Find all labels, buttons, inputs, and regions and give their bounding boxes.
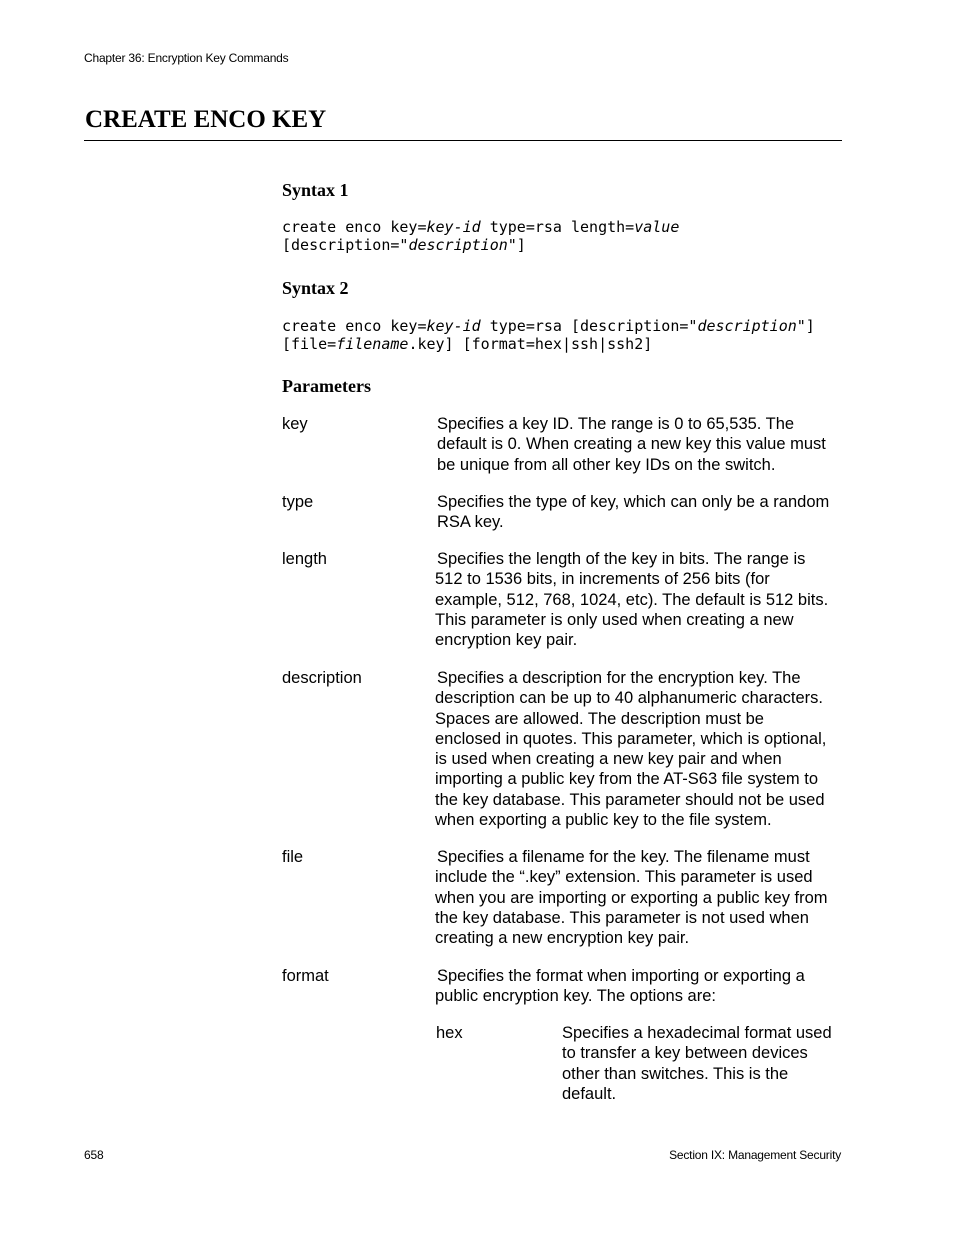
page-title: CREATE ENCO KEY — [85, 106, 327, 133]
desc-line: when exporting a public key to the file system. — [435, 811, 772, 830]
desc-line: Specifies a key ID. The range is 0 to 65,535. The — [437, 415, 795, 433]
param-desc-file — [435, 847, 845, 948]
syntax-2-code — [282, 317, 815, 353]
desc-line: is used when creating a new key pair and when — [435, 750, 782, 769]
code-variable: value — [634, 218, 680, 236]
code-text: [file= — [282, 335, 337, 353]
code-text: "] — [796, 317, 815, 335]
desc-line: importing a public key from the AT-S63 file system to — [435, 770, 819, 789]
parameters-heading: Parameters — [282, 376, 371, 396]
code-text: type=rsa [description=" — [480, 317, 698, 335]
param-desc-length — [435, 549, 845, 650]
code-variable: description — [697, 317, 797, 335]
desc-line: description can be up to 40 alphanumeric characters. — [435, 689, 823, 708]
syntax-1-code — [282, 218, 679, 254]
desc-line: Spaces are allowed. The description must be — [435, 709, 764, 728]
desc-line: Specifies a filename for the key. The filename must — [437, 848, 810, 866]
param-desc-type — [435, 492, 845, 533]
syntax-1-heading: Syntax 1 — [282, 180, 349, 200]
code-variable: key-id — [426, 218, 481, 236]
desc-line: the key database. This parameter is not used when — [435, 908, 809, 927]
desc-line: default is 0. When creating a new key this value must — [437, 435, 826, 454]
desc-line: Specifies the length of the key in bits. The range is — [437, 550, 806, 568]
param-name-length: length — [282, 550, 327, 568]
code-text: [description=" — [282, 236, 409, 254]
title-rule — [84, 140, 842, 141]
desc-line: Specifies the format when importing or exporting a — [437, 967, 805, 985]
option-desc-hex — [562, 1023, 847, 1104]
param-name-description: description — [282, 669, 362, 687]
code-variable: filename — [336, 335, 409, 353]
desc-line: Specifies a hexadecimal format used — [562, 1024, 832, 1042]
desc-line: encryption key pair. — [435, 631, 578, 650]
param-desc-description — [435, 668, 845, 830]
desc-line: Specifies the type of key, which can only be a random — [437, 493, 830, 511]
desc-line: include the “.key” extension. This parameter is used — [435, 868, 813, 887]
desc-line: 512 to 1536 bits, in increments of 256 bits (for — [435, 570, 770, 589]
param-name-file: file — [282, 848, 304, 866]
code-text: .key] [format=hex|ssh|ssh2] — [408, 335, 653, 353]
running-header: Chapter 36: Encryption Key Commands — [84, 51, 289, 65]
code-variable: description — [408, 236, 508, 254]
code-text: create enco key= — [282, 218, 427, 236]
code-text: "] — [507, 236, 526, 254]
desc-line: default. — [562, 1084, 617, 1103]
code-text: create enco key= — [282, 317, 427, 335]
syntax-2-heading: Syntax 2 — [282, 278, 349, 298]
desc-line: when you are importing or exporting a public key from — [435, 888, 828, 907]
param-name-format: format — [282, 967, 329, 985]
desc-line: Specifies a description for the encryption key. The — [437, 669, 801, 687]
desc-line: to transfer a key between devices — [562, 1044, 808, 1063]
desc-line: other than switches. This is the — [562, 1064, 789, 1083]
option-name-hex: hex — [436, 1024, 463, 1042]
desc-line: example, 512, 768, 1024, etc). The default is 512 bits. — [435, 590, 829, 609]
code-variable: key-id — [426, 317, 481, 335]
desc-line: public encryption key. The options are: — [435, 987, 716, 1006]
param-desc-format — [435, 966, 845, 1007]
desc-line: the key database. This parameter should not be used — [435, 790, 825, 809]
param-name-key: key — [282, 415, 308, 433]
param-desc-key — [435, 414, 845, 475]
code-text: type=rsa length= — [480, 218, 635, 236]
desc-line: creating a new encryption key pair. — [435, 929, 690, 948]
desc-line: enclosed in quotes. This parameter, which is optional, — [435, 729, 827, 748]
param-name-type: type — [282, 493, 314, 511]
desc-line: This parameter is only used when creating a new — [435, 610, 794, 629]
page-number: 658 — [84, 1148, 104, 1162]
desc-line: be unique from all other key IDs on the switch. — [437, 455, 776, 474]
section-footer: Section IX: Management Security — [669, 1148, 841, 1162]
desc-line: RSA key. — [437, 513, 504, 532]
